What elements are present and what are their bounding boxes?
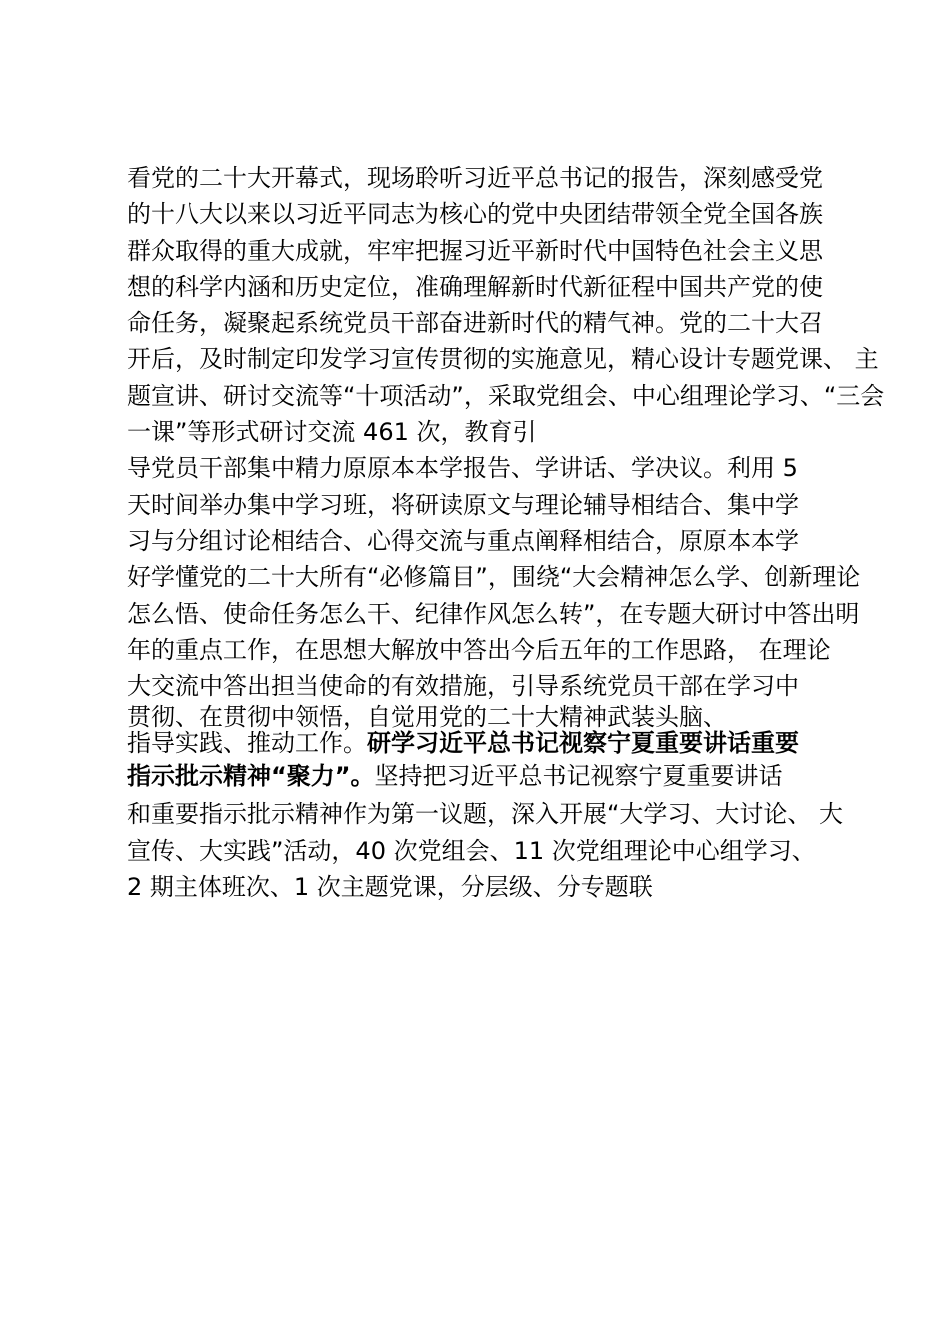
text-line: 怎么悟、使命任务怎么干、纪律作风怎么转”，在专题大研讨中答出明 — [127, 599, 860, 628]
text-line: 群众取得的重大成就，牢牢把握习近平新时代中国特色社会主义思 — [127, 236, 823, 265]
text-line: 导党员干部集中精力原原本本学报告、学讲话、学决议。利用 5 — [127, 454, 798, 483]
text-line: 年的重点工作，在思想大解放中答出今后五年的工作思路， 在理论 — [127, 635, 831, 664]
text-line: 题宣讲、研讨交流等“十项活动”，采取党组会、中心组理论学习、“三会 — [127, 381, 885, 410]
text-line: 习与分组讨论相结合、心得交流与重点阐释相结合，原原本本学 — [127, 526, 799, 555]
text-line: 命任务，凝聚起系统党员干部奋进新时代的精气神。党的二十大召 — [127, 309, 823, 338]
section-heading-text: 研学习近平总书记视察宁夏重要讲话重要 — [367, 729, 799, 758]
text-line: 贯彻、在贯彻中领悟，自觉用党的二十大精神武装头脑、 — [127, 703, 727, 732]
normal-text: 指导实践、推动工作。 — [127, 729, 367, 758]
text-line: 好学懂党的二十大所有“必修篇目”，围绕“大会精神怎么学、创新理论 — [127, 563, 861, 592]
section-heading-text: 指示批示精神“聚力”。 — [127, 762, 375, 791]
body-text — [127, 160, 885, 905]
text-line-mixed — [127, 756, 867, 796]
text-line: 天时间举办集中学习班，将研读原文与理论辅导相结合、集中学 — [127, 490, 799, 519]
text-line: 想的科学内涵和历史定位，准确理解新时代新征程中国共产党的使 — [127, 272, 823, 301]
text-line: 看党的二十大开幕式，现场聆听习近平总书记的报告，深刻感受党 — [127, 164, 823, 192]
normal-text: 坚持把习近平总书记视察宁夏重要讲话 — [374, 762, 783, 791]
text-line: 一课”等形式研讨交流 461 次，教育引 — [127, 418, 537, 447]
text-line: 2 期主体班次、1 次主题党课，分层级、分专题联 — [127, 873, 653, 902]
text-line: 大交流中答出担当使命的有效措施，引导系统党员干部在学习中 — [127, 672, 799, 701]
text-line: 和重要指示批示精神作为第一议题，深入开展“大学习、大讨论、 大 — [127, 800, 844, 829]
text-line: 的十八大以来以习近平同志为核心的党中央团结带领全党全国各族 — [127, 200, 823, 229]
text-line-mixed — [127, 730, 867, 756]
text-line: 宣传、大实践”活动，40 次党组会、11 次党组理论中心组学习、 — [127, 836, 816, 865]
text-line: 开后，及时制定印发学习宣传贯彻的实施意见，精心设计专题党课、 主 — [127, 345, 879, 374]
